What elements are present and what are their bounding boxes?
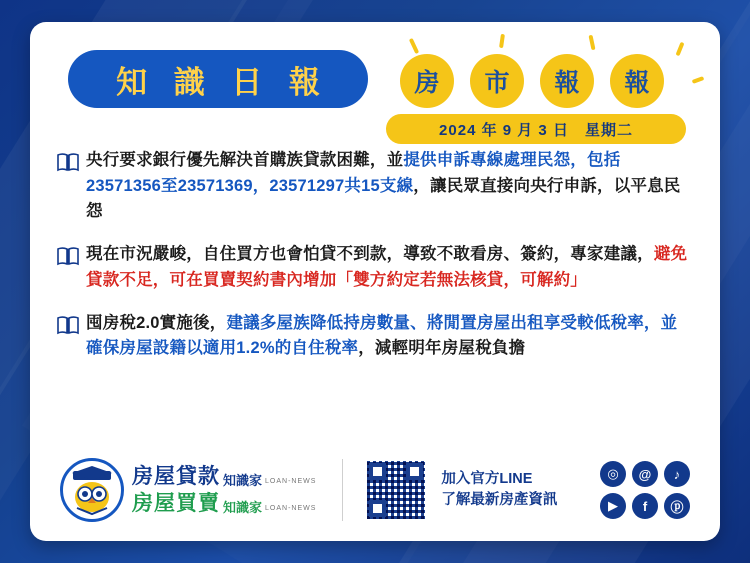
book-icon (56, 148, 86, 225)
status-badge: 報 (610, 54, 664, 108)
sparkle-icon (409, 38, 419, 54)
brand-line1-big: 房屋貸款 (132, 465, 220, 488)
date-label: 2024 年 9 月 3 日 星期二 (386, 114, 686, 144)
youtube-icon[interactable]: ▶ (600, 493, 626, 519)
spotify-icon[interactable]: ♪ (664, 461, 690, 487)
book-icon (56, 242, 86, 293)
news-list (30, 148, 720, 379)
sparkle-icon (676, 42, 685, 56)
ig-icon[interactable]: ◎ (600, 461, 626, 487)
card-footer (30, 440, 720, 540)
info-card (30, 22, 720, 541)
brand-line2-big: 房屋買賣 (132, 492, 220, 515)
owl-mascot-icon (60, 458, 124, 522)
brand-line1-en: LOAN-NEWS (265, 478, 317, 485)
list-item (56, 311, 692, 362)
sparkle-icon (692, 76, 705, 84)
sparkle-icon (499, 34, 505, 48)
list-item-text: 囤房稅2.0實施後，建議多屋族降低持房數量、將閒置房屋出租享受較低稅率，並確保房屋設籍以適用1.2%的自住稅率，減輕明年房屋稅負擔 (86, 313, 678, 358)
list-item (56, 242, 692, 293)
brand-text (132, 466, 316, 514)
threads-icon[interactable]: @ (632, 461, 658, 487)
brand-line1-small: 知識家 (223, 473, 263, 488)
page-title-text: 知 識 日 報 (116, 64, 329, 100)
line-cta-line2: 了解最新房產資訊 (441, 492, 558, 508)
page-title (68, 50, 368, 108)
status-badge: 市 (470, 54, 524, 108)
brand-logo (60, 458, 316, 522)
status-badge: 房 (400, 54, 454, 108)
list-item-text: 央行要求銀行優先解決首購族貸款困難，並提供申訴專線處理民怨，包括23571356至23571369，23571297共15支線，讓民眾直接向央行申訴，以平息民怨 (86, 151, 681, 221)
status-badge: 報 (540, 54, 594, 108)
book-icon (56, 311, 86, 362)
qr-code[interactable] (365, 459, 427, 521)
list-item (56, 148, 692, 225)
social-links (600, 461, 690, 519)
podcast-icon[interactable]: ⓟ (664, 493, 690, 519)
facebook-icon[interactable]: f (632, 493, 658, 519)
line-cta-line1: 加入官方LINE (441, 470, 533, 487)
card-header (30, 22, 720, 139)
list-item-text: 現在市況嚴峻，自住買方也會怕貸不到款，導致不敢看房、簽約，專家建議，避免貸款不足，可在買賣契約書內增加「雙方約定若無法核貸，可解約」 (86, 245, 688, 289)
brand-line2-small: 知識家 (223, 500, 263, 515)
brand-line2-en: LOAN-NEWS (265, 505, 317, 512)
sparkle-icon (588, 35, 595, 51)
line-cta (441, 469, 557, 511)
footer-divider (342, 459, 343, 521)
badge-group (400, 54, 664, 108)
